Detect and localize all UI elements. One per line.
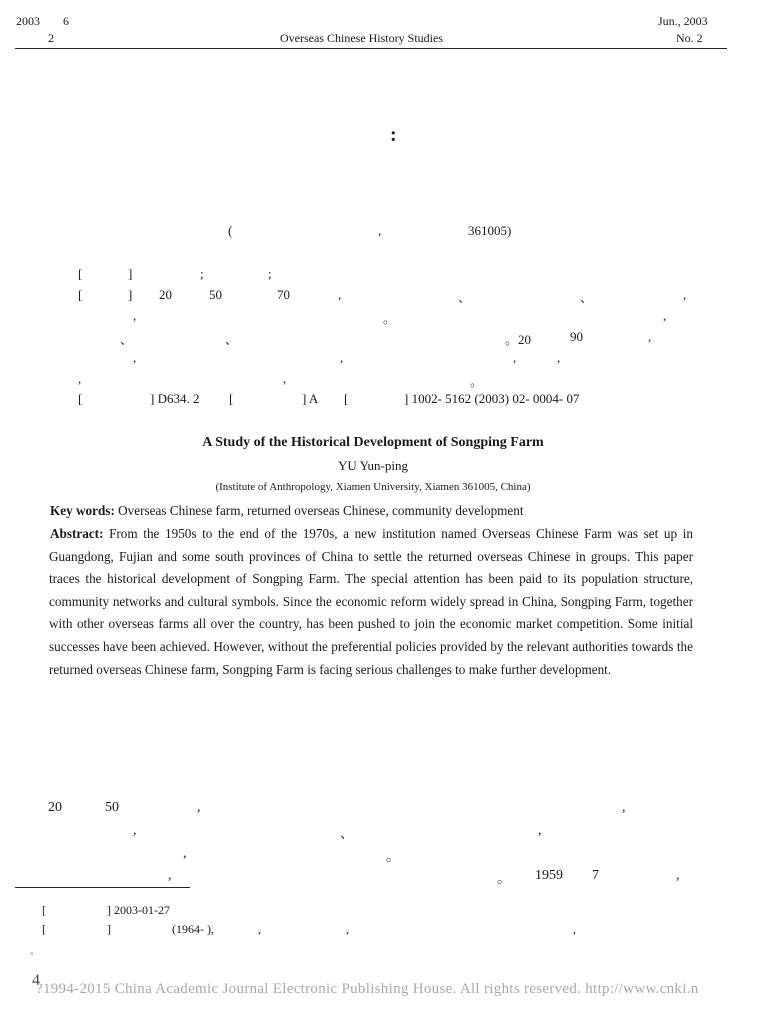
cn-abstract-fragment: 。 — [383, 311, 397, 326]
cn-abstract-fragment: , — [663, 308, 667, 323]
footnote-author-years: (1964- ), — [172, 922, 214, 936]
body-fragment: , — [133, 823, 137, 838]
cn-abstract-fragment: , — [78, 371, 82, 386]
cn-abstract-fragment: , — [513, 350, 517, 365]
cn-abstract-fragment: , — [648, 329, 652, 344]
body-fragment: , — [183, 846, 187, 861]
body-fragment: 。 — [497, 872, 511, 887]
cn-keywords-sep: ; — [200, 266, 204, 281]
cn-abstract-fragment: 、 — [120, 332, 134, 347]
footnote-author-close: ] — [107, 922, 111, 936]
cn-abstract-fragment: 20 — [159, 287, 172, 302]
english-abstract — [49, 523, 693, 681]
footnote-author-fragment: , — [258, 922, 261, 936]
body-fragment: 50 — [105, 800, 119, 815]
header-issue-number: 6 — [63, 14, 69, 28]
keywords-text: Overseas Chinese farm, returned overseas Chinese, community development — [114, 503, 524, 518]
article-id: ] 1002- 5162 (2003) 02- 0004- 07 — [404, 391, 580, 406]
cn-abstract-fragment: 50 — [209, 287, 222, 302]
cn-abstract-label-open: [ — [78, 287, 83, 302]
header-no: 2 — [48, 31, 54, 45]
header-rule — [15, 48, 727, 49]
doc-code: ] A — [302, 391, 319, 406]
footnote-author-fragment: , — [573, 922, 576, 936]
cn-abstract-fragment: , — [133, 308, 137, 323]
cn-abstract-fragment: 、 — [580, 290, 594, 305]
abstract-label: Abstract: — [50, 526, 104, 541]
body-fragment: 1959 — [535, 868, 563, 883]
cn-abstract-fragment: , — [557, 350, 561, 365]
cn-affil-postcode: 361005) — [468, 223, 512, 238]
cn-keywords-label-open: [ — [78, 266, 83, 281]
cn-affil-comma: , — [378, 223, 382, 238]
body-fragment: , — [622, 800, 626, 815]
clc-number: ] D634. 2 — [150, 391, 200, 406]
body-fragment: , — [168, 868, 172, 883]
footnote-author-fragment: , — [346, 922, 349, 936]
doc-code-label-open: [ — [229, 391, 234, 406]
footnote-mark: 。 — [30, 946, 40, 956]
cn-keywords-sep: ; — [268, 266, 272, 281]
english-keywords — [50, 500, 524, 523]
english-affiliation: (Institute of Anthropology, Xiamen University, Xiamen 361005, China) — [215, 481, 531, 493]
body-fragment: , — [676, 868, 680, 883]
cn-abstract-fragment: 70 — [277, 287, 290, 302]
clc-label-open: [ — [78, 391, 83, 406]
body-fragment: , — [197, 800, 201, 815]
cn-abstract-fragment: , — [133, 350, 137, 365]
english-author: YU Yun-ping — [338, 458, 408, 473]
header-number: No. 2 — [676, 31, 703, 45]
cn-abstract-fragment: , — [338, 287, 342, 302]
footnote-rule — [15, 887, 190, 888]
cn-title-colon: : — [390, 124, 397, 146]
header-year: 2003 — [16, 14, 40, 28]
copyright-notice: ?1994-2015 China Academic Journal Electronic Publishing House. All rights reserved. http://www.cnki.n — [36, 981, 699, 997]
cn-abstract-fragment: 。20 — [505, 332, 532, 347]
journal-name: Overseas Chinese History Studies — [280, 31, 443, 45]
keywords-label: Key words: — [50, 503, 115, 518]
body-fragment: 。 — [386, 850, 400, 865]
cn-abstract-fragment: 。 — [470, 374, 484, 389]
footnote-received-date: ] 2003-01-27 — [107, 903, 170, 917]
cn-affil-paren: ( — [228, 223, 233, 238]
body-fragment: 7 — [592, 868, 599, 883]
cn-abstract-fragment: 90 — [570, 329, 583, 344]
abstract-text: From the 1950s to the end of the 1970s, a new institution named Overseas Chinese Farm was set up in Guangdong, Fujian and some south provinces of China to settle the returned overseas Chinese in groups. This paper traces the historical development of Songping Farm. The special attention has been paid to its population structure, community networks and cultural symbols. Since the economic reform widely spread in China, Songping Farm, together with other overseas farms all over the country, has been pushed to join the economic market competition. Some initial successes have been achieved. However, without the preferential policies provided by the relevant authorities towards the returned overseas Chinese farm, Songping Farm is facing serious challenges to make further development. — [49, 526, 693, 677]
article-id-label-open: [ — [344, 391, 349, 406]
cn-abstract-fragment: , — [283, 371, 287, 386]
english-title: A Study of the Historical Development of Songping Farm — [202, 435, 544, 450]
body-fragment: 20 — [48, 800, 62, 815]
cn-abstract-fragment: 、 — [225, 332, 239, 347]
footnote-author-open: [ — [42, 922, 46, 936]
footnote-received-open: [ — [42, 903, 46, 917]
cn-abstract-fragment: , — [683, 287, 687, 302]
header-date: Jun., 2003 — [658, 14, 708, 28]
body-fragment: , — [538, 823, 542, 838]
cn-keywords-label-close: ] — [128, 266, 133, 281]
cn-abstract-label-close: ] — [128, 287, 133, 302]
body-fragment: 、 — [340, 827, 354, 842]
cn-abstract-fragment: 、 — [458, 290, 472, 305]
cn-abstract-fragment: , — [340, 350, 344, 365]
page-number: 4 — [32, 972, 40, 989]
